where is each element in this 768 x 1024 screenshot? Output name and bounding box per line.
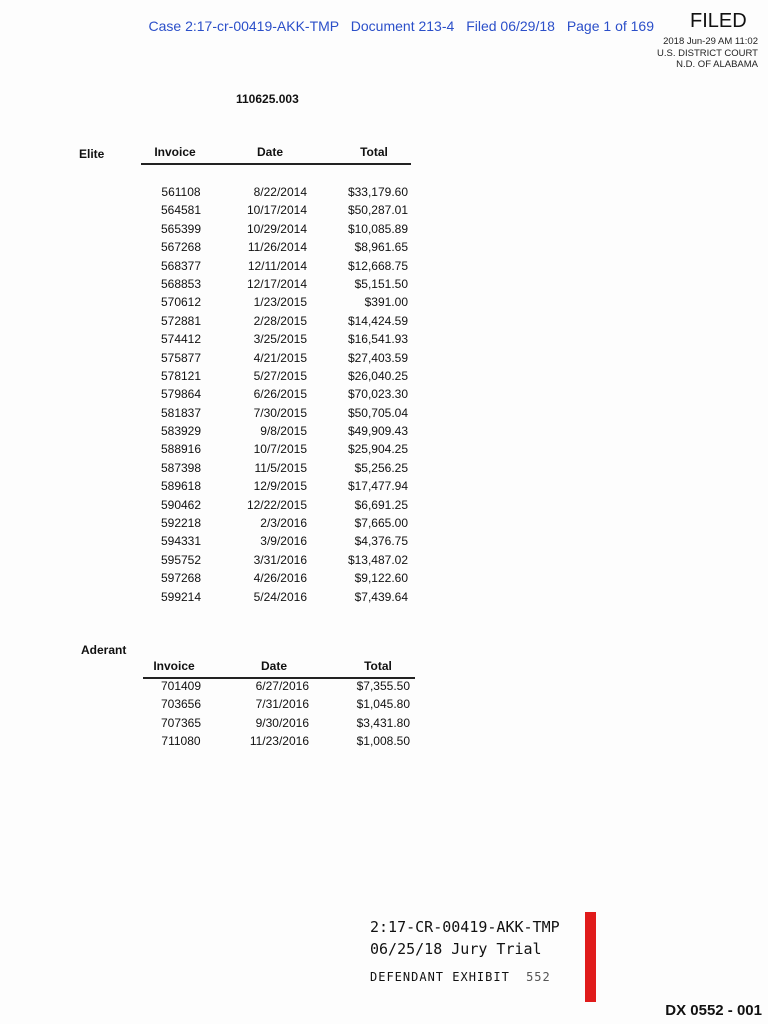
date-cell: 11/23/2016	[249, 734, 309, 749]
invoice-cell: 589618	[160, 479, 202, 494]
date-cell: 3/31/2016	[253, 552, 307, 567]
elite-rows	[141, 185, 411, 608]
total-cell: $4,376.75	[354, 534, 408, 549]
date-cell: 10/17/2014	[246, 203, 307, 218]
invoice-cell: 578121	[160, 368, 202, 383]
filed-title: FILED	[690, 10, 747, 32]
table-row	[141, 259, 411, 277]
invoice-cell: 581837	[160, 405, 202, 420]
invoice-cell: 574412	[160, 332, 202, 347]
invoice-cell: 567268	[160, 240, 202, 255]
total-cell: $17,477.94	[347, 479, 408, 494]
invoice-cell: 568377	[160, 258, 202, 273]
table-row	[141, 479, 411, 497]
aderant-invoice-table	[143, 659, 415, 753]
total-cell: $7,439.64	[354, 589, 408, 604]
table-row	[143, 697, 415, 715]
page-indicator: Page 1 of 169	[566, 18, 654, 34]
elite-section-label: Elite	[79, 147, 105, 161]
filed-date: Filed 06/29/18	[466, 18, 555, 34]
exhibit-trial: 06/25/18 Jury Trial	[370, 940, 542, 958]
date-cell: 8/22/2014	[253, 185, 307, 199]
date-cell: 4/21/2015	[253, 350, 307, 365]
table-row	[141, 461, 411, 479]
exhibit-label-line	[370, 970, 560, 984]
date-cell: 12/22/2015	[246, 497, 307, 512]
date-cell: 10/29/2014	[246, 221, 307, 236]
table-row	[141, 387, 411, 405]
total-cell: $7,355.50	[356, 679, 410, 693]
date-header: Date	[256, 145, 283, 159]
total-cell: $10,085.89	[347, 221, 408, 236]
invoice-cell: 579864	[160, 387, 202, 402]
total-cell: $6,691.25	[354, 497, 408, 512]
invoice-cell: 711080	[161, 734, 201, 749]
aderant-section-label: Aderant	[81, 643, 127, 657]
table-row	[141, 553, 411, 571]
exhibit-case-number: 2:17-CR-00419-AKK-TMP	[370, 918, 560, 936]
total-cell: $1,008.50	[356, 734, 410, 749]
total-header: Total	[364, 659, 392, 673]
invoice-cell: 572881	[160, 313, 202, 328]
filed-district: N.D. OF ALABAMA	[676, 59, 758, 70]
table-header	[143, 659, 415, 679]
total-cell: $8,961.65	[354, 240, 408, 255]
table-row	[141, 406, 411, 424]
date-cell: 12/9/2015	[253, 479, 307, 494]
table-row	[141, 277, 411, 295]
table-row	[143, 679, 415, 697]
date-cell: 7/30/2015	[253, 405, 307, 420]
total-cell: $26,040.25	[347, 368, 408, 383]
date-cell: 11/5/2015	[254, 460, 307, 475]
invoice-cell: 599214	[160, 589, 202, 604]
date-cell: 7/31/2016	[255, 697, 309, 712]
invoice-cell: 703656	[160, 697, 202, 712]
table-row	[141, 590, 411, 608]
date-cell: 6/27/2016	[255, 679, 309, 693]
invoice-header: Invoice	[153, 659, 195, 673]
dx-page-label: DX 0552 - 001	[665, 1002, 762, 1019]
total-cell: $12,668.75	[347, 258, 408, 273]
date-cell: 10/7/2015	[253, 442, 307, 457]
total-header: Total	[360, 145, 388, 159]
table-row	[141, 442, 411, 460]
date-cell: 4/26/2016	[253, 571, 307, 586]
invoice-cell: 701409	[160, 679, 202, 693]
total-cell: $33,179.60	[347, 185, 408, 199]
total-cell: $13,487.02	[347, 552, 408, 567]
date-cell: 12/17/2014	[246, 276, 307, 291]
table-row	[143, 716, 415, 734]
case-header	[0, 18, 690, 34]
invoice-cell: 592218	[160, 516, 202, 531]
table-row	[141, 222, 411, 240]
table-row	[141, 203, 411, 221]
table-row	[141, 534, 411, 552]
table-row	[141, 295, 411, 313]
table-row	[141, 424, 411, 442]
total-cell: $49,909.43	[347, 424, 408, 439]
total-cell: $391.00	[364, 295, 408, 310]
table-row	[141, 185, 411, 203]
elite-invoice-table	[141, 145, 411, 608]
invoice-cell: 564581	[160, 203, 202, 218]
table-row	[141, 498, 411, 516]
date-cell: 9/30/2016	[255, 715, 309, 730]
exhibit-number: 552	[526, 970, 551, 984]
total-cell: $27,403.59	[347, 350, 408, 365]
date-cell: 1/23/2015	[253, 295, 307, 310]
total-cell: $50,705.04	[347, 405, 408, 420]
table-row	[141, 369, 411, 387]
invoice-cell: 594331	[160, 534, 202, 549]
filed-timestamp: 2018 Jun-29 AM 11:02	[663, 36, 758, 47]
date-cell: 9/8/2015	[260, 424, 307, 439]
table-row	[141, 516, 411, 534]
invoice-cell: 575877	[160, 350, 202, 365]
table-header	[141, 145, 411, 165]
table-row	[141, 240, 411, 258]
total-cell: $14,424.59	[347, 313, 408, 328]
invoice-cell: 707365	[160, 715, 202, 730]
date-cell: 3/25/2015	[253, 332, 307, 347]
invoice-cell: 597268	[160, 571, 202, 586]
total-cell: $1,045.80	[356, 697, 410, 712]
exhibit-red-bar	[585, 912, 596, 1002]
invoice-cell: 568853	[160, 276, 202, 291]
date-cell: 5/27/2015	[253, 368, 307, 383]
aderant-rows	[143, 679, 415, 753]
total-cell: $9,122.60	[354, 571, 408, 586]
document-id: 110625.003	[236, 92, 299, 106]
date-cell: 12/11/2014	[247, 258, 307, 273]
table-row	[141, 351, 411, 369]
total-cell: $16,541.93	[347, 332, 408, 347]
table-row	[141, 571, 411, 589]
total-cell: $3,431.80	[356, 715, 410, 730]
total-cell: $25,904.25	[347, 442, 408, 457]
invoice-cell: 561108	[161, 185, 201, 199]
total-cell: $5,256.25	[354, 460, 408, 475]
invoice-cell: 595752	[160, 552, 202, 567]
case-number: Case 2:17-cr-00419-AKK-TMP	[148, 18, 339, 34]
invoice-cell: 565399	[160, 221, 202, 236]
date-cell: 3/9/2016	[260, 534, 307, 549]
document-number: Document 213-4	[350, 18, 455, 34]
invoice-cell: 570612	[160, 295, 202, 310]
invoice-cell: 583929	[160, 424, 202, 439]
total-cell: $50,287.01	[347, 203, 408, 218]
total-cell: $5,151.50	[354, 276, 408, 291]
filed-court: U.S. DISTRICT COURT	[657, 47, 758, 59]
total-cell: $70,023.30	[347, 387, 408, 402]
date-cell: 2/3/2016	[260, 516, 307, 531]
date-cell: 6/26/2015	[253, 387, 307, 402]
total-cell: $7,665.00	[354, 516, 408, 531]
date-header: Date	[260, 659, 287, 673]
table-row	[143, 734, 415, 752]
date-cell: 5/24/2016	[253, 589, 307, 604]
filed-stamp	[657, 36, 758, 71]
exhibit-label: DEFENDANT EXHIBIT	[370, 970, 510, 984]
invoice-header: Invoice	[154, 145, 196, 159]
invoice-cell: 590462	[160, 497, 202, 512]
invoice-cell: 587398	[160, 460, 202, 475]
table-row	[141, 314, 411, 332]
date-cell: 2/28/2015	[253, 313, 307, 328]
table-row	[141, 332, 411, 350]
invoice-cell: 588916	[160, 442, 202, 457]
date-cell: 11/26/2014	[247, 240, 307, 255]
exhibit-stamp	[370, 918, 560, 984]
